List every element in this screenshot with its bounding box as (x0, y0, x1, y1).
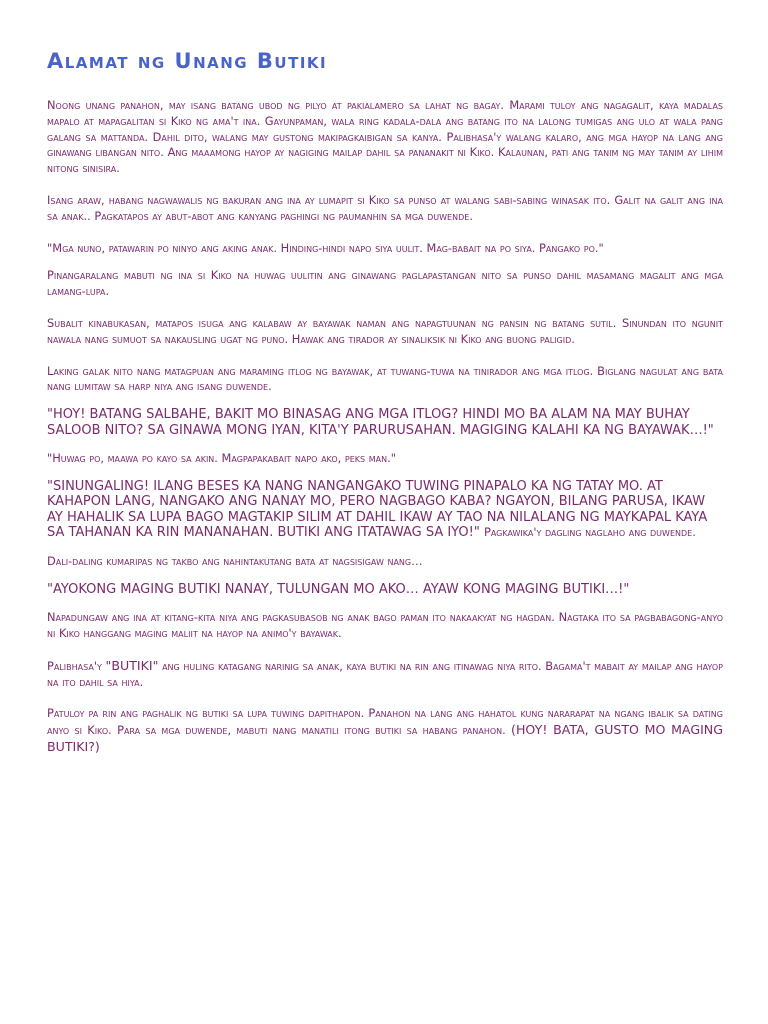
paragraph-5: Subalit kinabukasan, matapos isuga ang kalabaw ay bayawak naman ang napagtuunan ng pansin ng batang sutil. Sinundan ito nguniт nawala nang sumuot sa nakausling ugat ng puno. Hawak ang tirador ay sinaliksik ni Kiko ang buong paligid. (47, 315, 723, 346)
document-page (47, 44, 723, 772)
paragraph-9 (47, 479, 723, 541)
paragraph-2: Isang araw, habang nagwawalis ng bakuran ang ina ay lumapit si Kiko sa punso at walang sabi-sabing winasak ito. Galit na galit ang ina sa anak.. Pagkatapos ay abut-abot ang kanyang paghingi ng paumanhin sa mga duwende. (47, 192, 723, 223)
paragraph-7: "HOY! BATANG SALBAHE, BAKIT MO BINASAG ANG MGA ITLOG? HINDI MO BA ALAM NA MAY BUHAY SALOOB NITO? SA GINAWA MONG IYAN, KITA'Y PARURUSAHAN. MAGIGING KALAHI KA NG BAYAWAK…!" (47, 407, 714, 438)
paragraph-14-closing: (HOY! BATA, GUSTO MO MAGING BUTIKI?) (47, 722, 723, 755)
paragraph-10: Dali-daling kumaripas ng takbo ang nahintakutang bata at nagsisigaw nang… (47, 553, 423, 568)
document-title: Alamat ng Unang Butiki (47, 49, 328, 73)
paragraph-4: Pinangaralang mabuti ng ina si Kiko na huwag uulitin ang ginawang paglapastangan nito sa punso dahil masamang magalit ang mga lamang-lupa. (47, 268, 723, 299)
paragraph-12: Napadungaw ang ina at kitang-kita niya ang pagkasubasob ng anak bago paman ito nakaakyat ng hagdan. Nagtaka ito sa pagbabagong-anyo ni Kiko hanggang maging maliit na hayop na animo'y bayawak. (47, 610, 723, 641)
paragraph-13-word: "BUTIKI" (105, 657, 159, 673)
paragraph-13-lead: Palibhasa'y (47, 658, 102, 673)
paragraph-13-rest: ang huling katagang narinig sa anak, kaya butiki na rin ang itinawag niya rito. Bagama't mabait ay mailap ang hayop na ito dahil sa hiya. (47, 658, 723, 689)
paragraph-9-tail: Pagkawika'y dagling naglaho ang duwende. (483, 525, 696, 540)
paragraph-8: "Huwag po, maawa po kayo sa akin. Magpapakabait napo ako, peks man." (47, 451, 396, 466)
paragraph-13 (47, 658, 723, 691)
paragraph-6: Laking galak nito nang matagpuan ang maraming itlog ng bayawak, at tuwang-tuwa na tinirador ang mga itlog. Biglang nagulat ang bata nang lumitaw sa harp niya ang isang duwende. (47, 363, 723, 394)
paragraph-1: Noong unang panahon, may isang batang ubod ng pilyo at pakialamero sa lahat ng bagay. Marami tuloy ang nagagalit, kaya madalas mapalo at mapagalitan si Kiko ng ama't ina. Gayunpaman, wala ring kadala-dala ang batang ito na lalong tumigas ang ulo at wala pang galang sa mattanda. Dahil dito, walang may gustong makipagkaibigan sa kanya. Palibhasa'y walang kalaro, ang mga hayop na lang ang ginawang libangan nito. Ang maaamong hayop ay nagiging mailap dahil sa pananakit ni Kiko. Kalaunan, pati ang tanim ng may tanim ay lihim nitong sinisira. (47, 98, 724, 176)
paragraph-3: "Mga nuno, patawarin po ninyo ang aking anak. Hinding-hindi napo siya uulit. Mag-babait na po siya. Pangako po." (47, 240, 604, 255)
paragraph-11: "AYOKONG MAGING BUTIKI NANAY, TULUNGAN MO AKO… AYAW KONG MAGING BUTIKI…!" (47, 581, 630, 597)
paragraph-14-body: Patuloy pa rin ang paghalik ng butiki sa lupa tuwing dapithapon. Panahon na lang ang hahatol kung nararapat na ngang ibalik sa dating anyo si Kiko. Para sa mga duwende, mabuti nang manatili itong butiki sa habang panahon. (47, 706, 723, 738)
paragraph-14 (47, 706, 723, 755)
paragraph-9-shout: "SINUNGALING! ILANG BESES KA NANG NANGANGAKO TUWING PINAPALO KA NG TATAY MO. AT KAHAPON LANG, NANGAKO ANG NANAY MO, PERO NAGBAGO KABA? NGAYON, BILANG PARUSA, IKAW AY HAHALIK SA LUPA BAGO MAGTAKIP SILIM AT DAHIL IKAW AY TAO NA NILALANG NG MAYKAPAL KAYA SA TAHANAN KA RIN MANANAHAN. BUTIKI ANG ITATAWAG SA IYO!" (47, 478, 708, 541)
